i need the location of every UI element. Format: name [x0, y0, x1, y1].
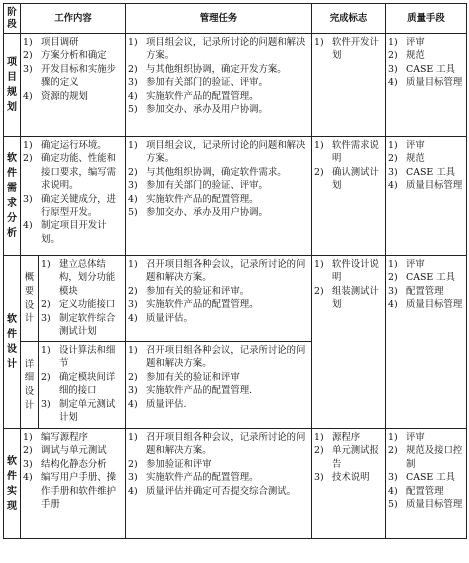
- header-work: 工作内容: [21, 4, 126, 34]
- list-item: 2) 规范: [388, 50, 425, 62]
- header-row: [4, 4, 467, 34]
- list-item: 5) 参加交办、承办及用户协调。: [128, 104, 268, 116]
- list-item: 4) 质量评估并确定可否提交综合测试。: [128, 485, 297, 497]
- phase-row-planning: [4, 34, 467, 137]
- phase-name: 软 件 实 现: [4, 429, 21, 539]
- list-item: 4) 质量目标管理: [388, 299, 463, 311]
- list-item: 3) 实施软件产品的配置管理。: [128, 299, 259, 311]
- list-item: 2) 参加有关的验证和评审: [128, 371, 240, 383]
- list-item: 1) 项目组会议，记录所讨论的问题和解决方案。: [128, 37, 306, 62]
- management-tasks: [126, 137, 312, 256]
- phase-name: 项 目 规 划: [4, 34, 21, 137]
- management-tasks: [126, 429, 312, 539]
- list-item: 2) 调试与单元测试: [23, 445, 107, 457]
- list-item: 1) 评审: [388, 37, 425, 48]
- list-item: 2) 单元测试报告: [314, 445, 379, 470]
- deliverables: [312, 137, 386, 256]
- deliverables: [312, 429, 386, 539]
- list-item: 1) 软件需求说明: [314, 140, 379, 165]
- subphase-name: 概 要 设 计: [21, 256, 39, 342]
- quality-means: [386, 256, 467, 429]
- list-item: 3) 制定软件综合测试计划: [41, 312, 116, 338]
- list-item: 1) 项目调研: [23, 37, 79, 48]
- list-item: 3) 参加有关部门的验证、评审。: [128, 77, 268, 89]
- list-item: 2) 参加有关的验证和评审。: [128, 285, 250, 297]
- list-item: 1) 源程序: [314, 432, 361, 443]
- list-item: 2) 参加验证和评审: [128, 458, 212, 470]
- list-item: 2) 确定模块间详细的接口: [41, 371, 116, 397]
- management-tasks: [126, 342, 312, 429]
- list-item: 1) 设计算法和细节: [41, 345, 116, 370]
- list-item: 4) 实施软件产品的配置管理。: [128, 90, 259, 102]
- deliverables: [312, 34, 386, 137]
- list-item: 4) 质量评估。: [128, 312, 193, 324]
- list-item: 3) CASE 工具: [388, 166, 455, 178]
- list-item: 4) 配置管理: [388, 485, 444, 497]
- list-item: 1) 评审: [388, 259, 425, 270]
- list-item: 1) 软件开发计划: [314, 37, 379, 62]
- work-content: [39, 342, 126, 429]
- list-item: 3) 实施软件产品的配置管理。: [128, 472, 259, 484]
- quality-means: [386, 34, 467, 137]
- list-item: 1) 评审: [388, 432, 425, 443]
- list-item: 2) 与其他组织协调，确定开发方案。: [128, 63, 287, 75]
- list-item: 4) 实施软件产品的配置管理。: [128, 193, 259, 205]
- list-item: 1) 召开项目组各种会议，记录所讨论的问题和解决方案。: [128, 345, 306, 370]
- list-item: 2) 规范: [388, 153, 425, 165]
- list-item: 1) 编写源程序: [23, 432, 88, 443]
- list-item: 1) 召开项目组各种会议，记录所讨论的问题和解决方案。: [128, 259, 306, 284]
- list-item: 3) 制定单元测试计划: [41, 398, 116, 424]
- list-item: 4) 制定项目开发计划。: [23, 220, 107, 245]
- list-item: 3) 技术说明: [314, 472, 370, 484]
- list-item: 2) 与其他组织协调，确定软件需求。: [128, 166, 287, 178]
- management-tasks: [126, 256, 312, 342]
- list-item: 1) 确定运行环境。: [23, 140, 107, 151]
- list-item: 5) 质量目标管理: [388, 499, 463, 511]
- phase-row-implementation: [4, 429, 467, 539]
- list-item: 2) 确认测试计划: [314, 166, 379, 192]
- list-item: 1) 召开项目组各种会议，记录所讨论的问题和解决方案。: [128, 432, 306, 457]
- work-content: [21, 429, 126, 539]
- header-deliverables: 完成标志: [312, 4, 386, 34]
- list-item: 3) CASE 工具: [388, 63, 455, 75]
- work-breakdown-table: [3, 3, 467, 539]
- header-tasks: 管理任务: [126, 4, 312, 34]
- list-item: 2) 规范及接口控制: [388, 445, 463, 470]
- list-item: 2) 组装测试计划: [314, 285, 379, 311]
- list-item: 2) 方案分析和确定: [23, 50, 107, 62]
- list-item: 4) 编写用户手册、操作手册和软件维护手册: [23, 472, 117, 511]
- list-item: 3) 实施软件产品的配置管理.: [128, 385, 253, 397]
- list-item: 3) CASE 工具: [388, 472, 455, 484]
- list-item: 3) 结构化静态分析: [23, 458, 107, 470]
- work-content: [39, 256, 126, 342]
- list-item: 3) 配置管理: [388, 285, 444, 297]
- list-item: 1) 建立总体结构，划分功能模块: [41, 259, 116, 297]
- list-item: 1) 软件设计说明: [314, 259, 379, 284]
- list-item: 2) CASE 工具: [388, 272, 455, 284]
- management-tasks: [126, 34, 312, 137]
- deliverables: [312, 256, 386, 429]
- phase-name: 软 件 需 求 分 析: [4, 137, 21, 256]
- header-phase: 阶 段: [4, 4, 21, 34]
- list-item: 1) 评审: [388, 140, 425, 151]
- list-item: 4) 质量目标管理: [388, 77, 463, 89]
- list-item: 4) 质量评估.: [128, 398, 187, 410]
- list-item: 5) 参加交办、承办及用户协调。: [128, 207, 268, 219]
- list-item: 4) 质量目标管理: [388, 180, 463, 192]
- header-quality: 质量手段: [386, 4, 467, 34]
- phase-row-design-outline: [4, 256, 467, 342]
- work-content: [21, 137, 126, 256]
- work-content: [21, 34, 126, 137]
- quality-means: [386, 429, 467, 539]
- list-item: 2) 定义功能接口: [41, 299, 116, 311]
- quality-means: [386, 137, 467, 256]
- list-item: 2) 确定功能、性能和接口要求，编写需求说明。: [23, 153, 117, 192]
- phase-row-requirements: [4, 137, 467, 256]
- list-item: 3) 确定关键成分，进行原型开发。: [23, 193, 117, 219]
- subphase-name: 详 细 设 计: [21, 342, 39, 429]
- list-item: 3) 开发目标和实施步骤的定义: [23, 63, 117, 89]
- list-item: 3) 参加有关部门的验证、评审。: [128, 180, 268, 192]
- phase-name: 软 件 设 计: [4, 256, 21, 429]
- list-item: 1) 项目组会议，记录所讨论的问题和解决方案。: [128, 140, 306, 165]
- list-item: 4) 资源的规划: [23, 90, 88, 102]
